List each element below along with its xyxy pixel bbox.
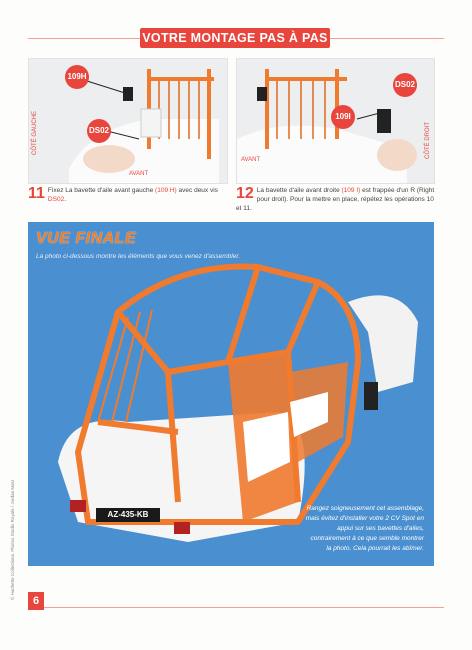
step-11 — [28, 186, 228, 204]
screw-ref: DS02 — [47, 196, 65, 203]
step-12 — [236, 186, 436, 213]
final-view-subtitle: La photo ci-dessous montre les éléments que vous venez d'assembler. — [36, 253, 241, 260]
step-11-photo — [28, 58, 228, 184]
step-text: La bavette d'aile avant droite — [256, 187, 342, 194]
license-plate: AZ-435-KB — [107, 510, 149, 519]
callout-109h: 109H — [65, 65, 89, 89]
final-view-title: VUE FINALE — [36, 230, 137, 247]
step-text: est frappée d'un R (Right pour droit). Pour la mettre en place, répétez les opérations 10 et 11. — [236, 187, 435, 212]
step-text: avec deux vis — [176, 187, 218, 194]
final-view-caption: Rangez soigneusement cet assemblage, mais évitez d'installer votre 2 CV Spot en appui sur ses bavettes d'ailes, contrairement à ce que semble montrer la photo. Cela pourrait les abîmer. — [305, 505, 424, 552]
photo-credit: © Hachette Collections. Photos Studio Royale / Jordan Marz — [10, 479, 15, 600]
step-12-photo — [236, 58, 435, 184]
front-label: AVANT — [129, 171, 149, 177]
page-number: 6 — [28, 592, 44, 610]
front-label: AVANT — [241, 157, 261, 163]
step-text: . — [64, 196, 66, 203]
callout-109i: 109I — [331, 105, 355, 129]
side-label: CÔTÉ GAUCHE — [32, 110, 38, 155]
part-ref: (109 H) — [155, 187, 177, 194]
callout-ds02: DS02 — [393, 73, 417, 97]
step-number: 12 — [236, 185, 254, 202]
step-text: Fixez La bavette d'aile avant gauche — [47, 187, 156, 194]
footer-rule — [44, 607, 444, 608]
part-ref: (109 I) — [341, 187, 361, 194]
step-number: 11 — [28, 185, 45, 202]
side-label: CÔTÉ DROIT — [425, 122, 431, 159]
step-11-illustration — [29, 59, 227, 183]
callout-ds02: DS02 — [87, 119, 111, 143]
final-view-panel — [28, 222, 434, 566]
page-title: VOTRE MONTAGE PAS À PAS — [140, 28, 330, 48]
